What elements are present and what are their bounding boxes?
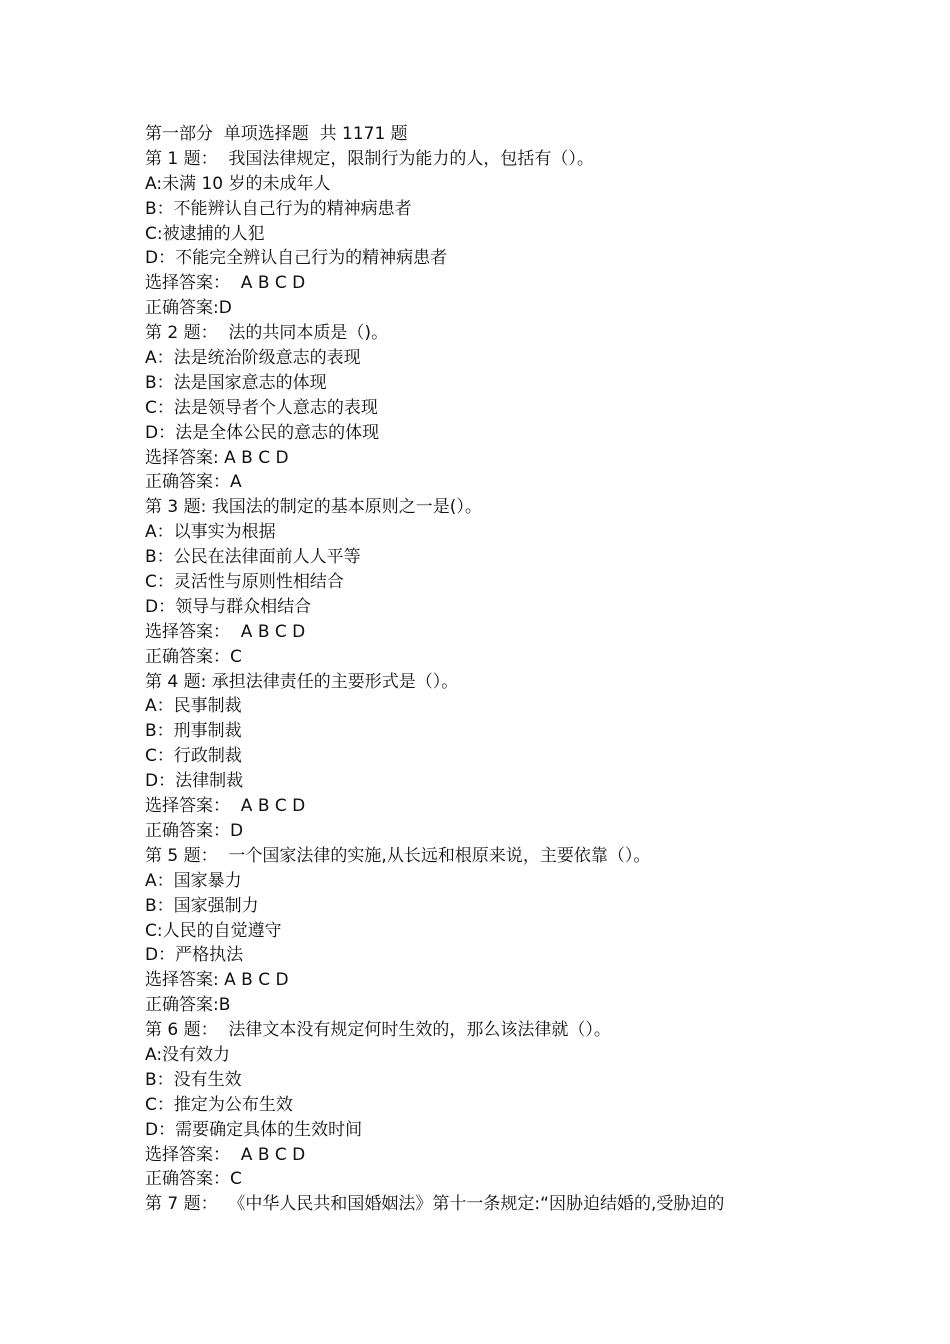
question-3-choices: 选择答案： A B C D	[145, 621, 306, 642]
question-2-answer: 正确答案：A	[145, 472, 242, 493]
question-6-option-d: D：需要确定具体的生效时间	[145, 1119, 363, 1140]
question-5-option-c: C:人民的自觉遵守	[145, 920, 282, 941]
question-7-stem: 第 7 题： 《中华人民共和国婚姻法》第十一条规定:“因胁迫结婚的,受胁迫的	[145, 1194, 725, 1215]
question-2-option-d: D：法是全体公民的意志的体现	[145, 422, 380, 443]
question-6-option-a: A:没有效力	[145, 1044, 231, 1065]
question-6-answer: 正确答案：C	[145, 1169, 242, 1190]
question-4-option-a: A：民事制裁	[145, 696, 242, 717]
question-5-stem: 第 5 题： 一个国家法律的实施,从长远和根原来说，主要依靠（）。	[145, 845, 651, 866]
question-5-answer: 正确答案:B	[145, 995, 231, 1016]
question-6-option-c: C：推定为公布生效	[145, 1094, 293, 1115]
question-1-option-d: D：不能完全辨认自己行为的精神病患者	[145, 248, 448, 269]
question-5-option-d: D：严格执法	[145, 945, 244, 966]
question-5-choices: 选择答案: A B C D	[145, 970, 289, 991]
question-3-option-a: A：以事实为根据	[145, 522, 276, 543]
question-1-option-a: A:未满 10 岁的未成年人	[145, 173, 331, 194]
question-2-option-a: A：法是统治阶级意志的表现	[145, 348, 361, 369]
question-3-option-c: C：灵活性与原则性相结合	[145, 572, 344, 593]
question-4-choices: 选择答案： A B C D	[145, 796, 306, 817]
question-5-option-b: B：国家强制力	[145, 895, 259, 916]
question-1-option-b: B：不能辨认自己行为的精神病患者	[145, 198, 412, 219]
question-4-answer: 正确答案：D	[145, 820, 244, 841]
question-2-option-b: B：法是国家意志的体现	[145, 372, 327, 393]
question-2-choices: 选择答案: A B C D	[145, 447, 289, 468]
question-5-option-a: A：国家暴力	[145, 870, 242, 891]
question-4-stem: 第 4 题: 承担法律责任的主要形式是（）。	[145, 671, 459, 692]
question-1-stem: 第 1 题： 我国法律规定，限制行为能力的人，包括有（）。	[145, 148, 594, 169]
section-heading: 第一部分 单项选择题 共 1171 题	[145, 124, 408, 144]
question-3-option-d: D：领导与群众相结合	[145, 596, 312, 617]
question-6-stem: 第 6 题： 法律文本没有规定何时生效的，那么该法律就（）。	[145, 1020, 611, 1041]
question-6-option-b: B：没有生效	[145, 1069, 242, 1090]
question-3-answer: 正确答案：C	[145, 646, 242, 667]
question-3-option-b: B：公民在法律面前人人平等	[145, 547, 361, 568]
question-2-option-c: C：法是领导者个人意志的表现	[145, 397, 378, 418]
question-4-option-d: D：法律制裁	[145, 771, 244, 792]
question-3-stem: 第 3 题: 我国法的制定的基本原则之一是(）。	[145, 497, 482, 518]
question-1-option-c: C:被逮捕的人犯	[145, 223, 265, 244]
question-1-answer: 正确答案:D	[145, 298, 232, 319]
question-4-option-c: C：行政制裁	[145, 746, 242, 767]
question-2-stem: 第 2 题： 法的共同本质是（)。	[145, 323, 389, 344]
question-6-choices: 选择答案： A B C D	[145, 1144, 306, 1165]
question-1-choices: 选择答案： A B C D	[145, 273, 306, 294]
question-4-option-b: B：刑事制裁	[145, 721, 242, 742]
document-body	[145, 122, 845, 1217]
